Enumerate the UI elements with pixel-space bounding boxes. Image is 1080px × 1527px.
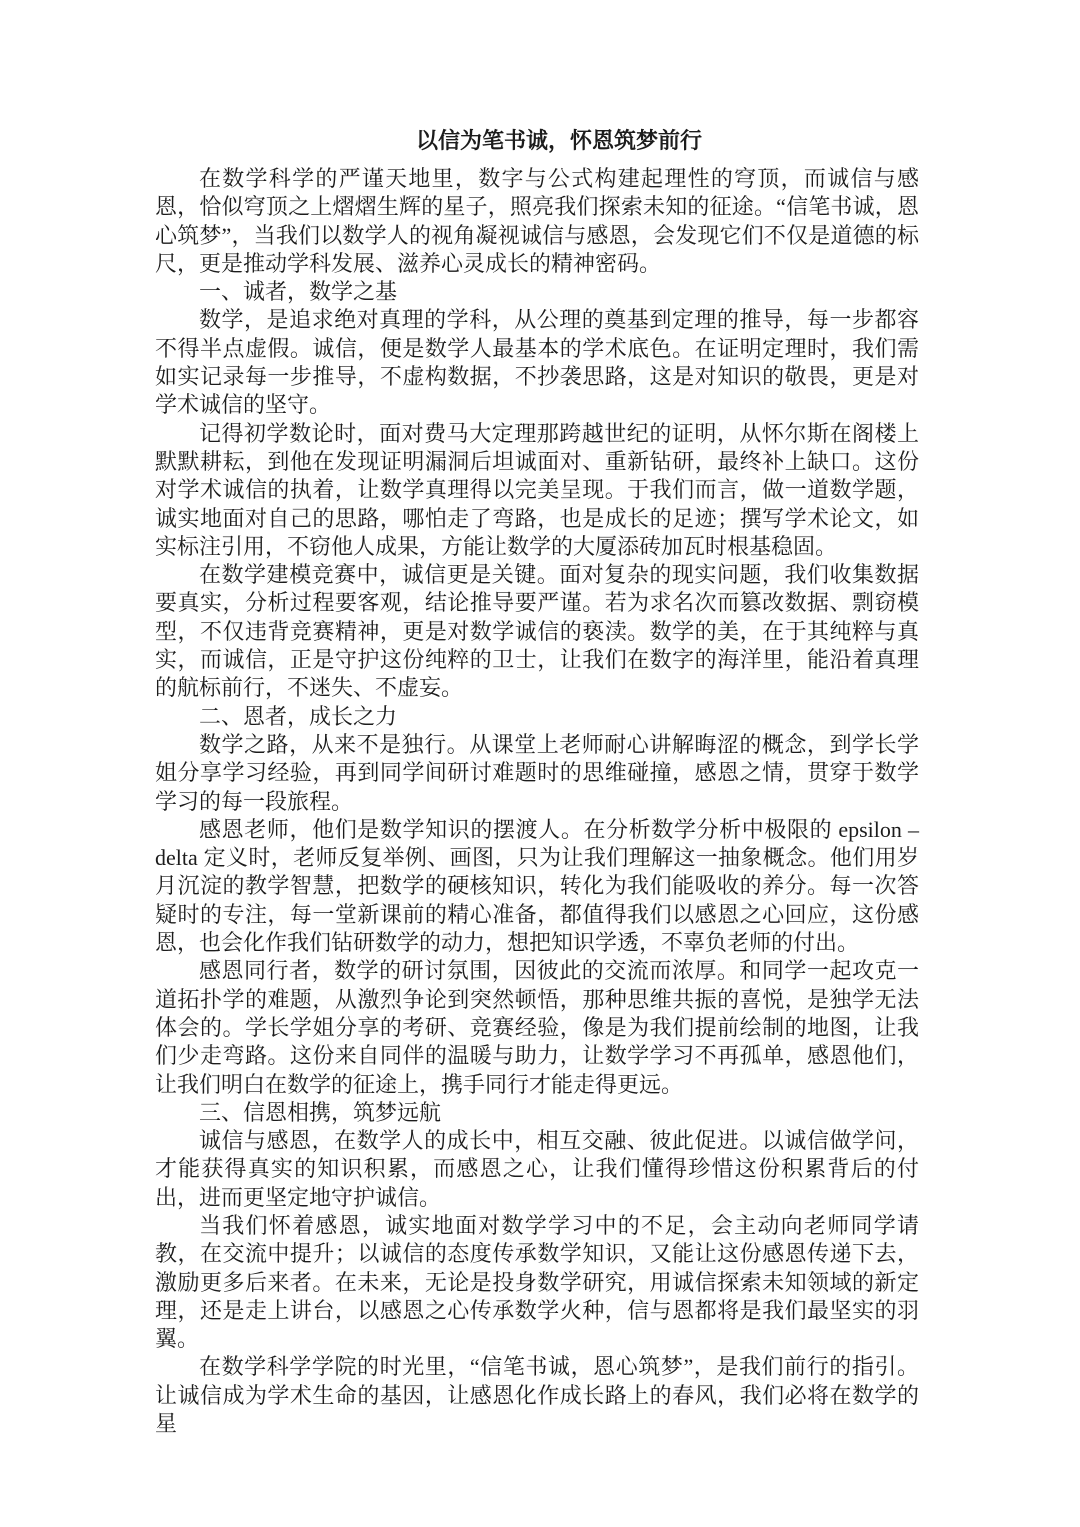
paragraph: 在数学科学的严谨天地里，数字与公式构建起理性的穹顶，而诚信与感恩，恰似穹顶之上熠熠生辉的星子，照亮我们探索未知的征途。“信笔书诚，恩心筑梦”，当我们以数学人的视角凝视诚信与感恩，会发现它们不仅是道德的标尺，更是推动学科发展、滋养心灵成长的精神密码。 (155, 166, 919, 276)
paragraph: 数学，是追求绝对真理的学科，从公理的奠基到定理的推导，每一步都容不得半点虚假。诚信，便是数学人最基本的学术底色。在证明定理时，我们需如实记录每一步推导，不虚构数据，不抄袭思路，这是对知识的敬畏，更是对学术诚信的坚守。 (155, 307, 919, 418)
section-heading: 三、信恩相携，筑梦远航 (199, 1099, 442, 1125)
paragraph: 当我们怀着感恩，诚实地面对数学学习中的不足，会主动向老师同学请教，在交流中提升；以诚信的态度传承数学知识，又能让这份感恩传递下去，激励更多后来者。在未来，无论是投身数学研究，用诚信探索未知领域的新定理，还是走上讲台，以感恩之心传承数学火种，信与恩都将是我们最坚实的羽翼。 (155, 1212, 919, 1352)
section-heading: 二、恩者，成长之力 (199, 703, 398, 729)
document-body (155, 126, 919, 1438)
document-title: 以信为笔书诚，怀恩筑梦前行 (415, 128, 702, 153)
paragraph: 记得初学数论时，面对费马大定理那跨越世纪的证明，从怀尔斯在阁楼上默默耕耘，到他在发现证明漏洞后坦诚面对、重新钻研，最终补上缺口。这份对学术诚信的执着，让数学真理得以完美呈现。于我们而言，做一道数学题，诚实地面对自己的思路，哪怕走了弯路，也是成长的足迹；撰写学术论文，如实标注引用，不窃他人成果，方能让数学的大厦添砖加瓦时根基稳固。 (155, 420, 919, 559)
section-heading: 一、诚者，数学之基 (199, 279, 398, 305)
paragraph: 感恩同行者，数学的研讨氛围，因彼此的交流而浓厚。和同学一起攻克一道拓扑学的难题，从激烈争论到突然顿悟，那种思维共振的喜悦，是独学无法体会的。学长学姐分享的考研、竞赛经验，像是为我们提前绘制的地图，让我们少走弯路。这份来自同伴的温暖与助力，让数学学习不再孤单，感恩他们，让我们明白在数学的征途上，携手同行才能走得更远。 (155, 958, 919, 1097)
paragraph: 感恩老师，他们是数学知识的摆渡人。在分析数学分析中极限的 epsilon – delta 定义时，老师反复举例、画图，只为让我们理解这一抽象概念。他们用岁月沉淀的教学智慧，把数学的硬核知识，转化为我们能吸收的养分。每一次答疑时的专注，每一堂新课前的精心准备，都值得我们以感恩之心回应，这份感恩，也会化作我们钻研数学的动力，想把知识学透，不辜负老师的付出。 (155, 816, 919, 956)
paragraph: 在数学科学学院的时光里，“信笔书诚，恩心筑梦”，是我们前行的指引。让诚信成为学术生命的基因，让感恩化作成长路上的春风，我们必将在数学的星 (155, 1354, 919, 1437)
paragraph: 诚信与感恩，在数学人的成长中，相互交融、彼此促进。以诚信做学问，才能获得真实的知识积累，而感恩之心，让我们懂得珍惜这份积累背后的付出，进而更坚定地守护诚信。 (155, 1128, 919, 1210)
paragraph: 在数学建模竞赛中，诚信更是关键。面对复杂的现实问题，我们收集数据要真实，分析过程要客观，结论推导要严谨。若为求名次而篡改数据、剽窃模型，不仅违背竞赛精神，更是对数学诚信的亵渎。数学的美，在于其纯粹与真实，而诚信，正是守护这份纯粹的卫士，让我们在数字的海洋里，能沿着真理的航标前行，不迷失、不虚妄。 (155, 562, 919, 701)
paragraph: 数学之路，从来不是独行。从课堂上老师耐心讲解晦涩的概念，到学长学姐分享学习经验，再到同学间研讨难题时的思维碰撞，感恩之情，贯穿于数学学习的每一段旅程。 (155, 731, 919, 814)
